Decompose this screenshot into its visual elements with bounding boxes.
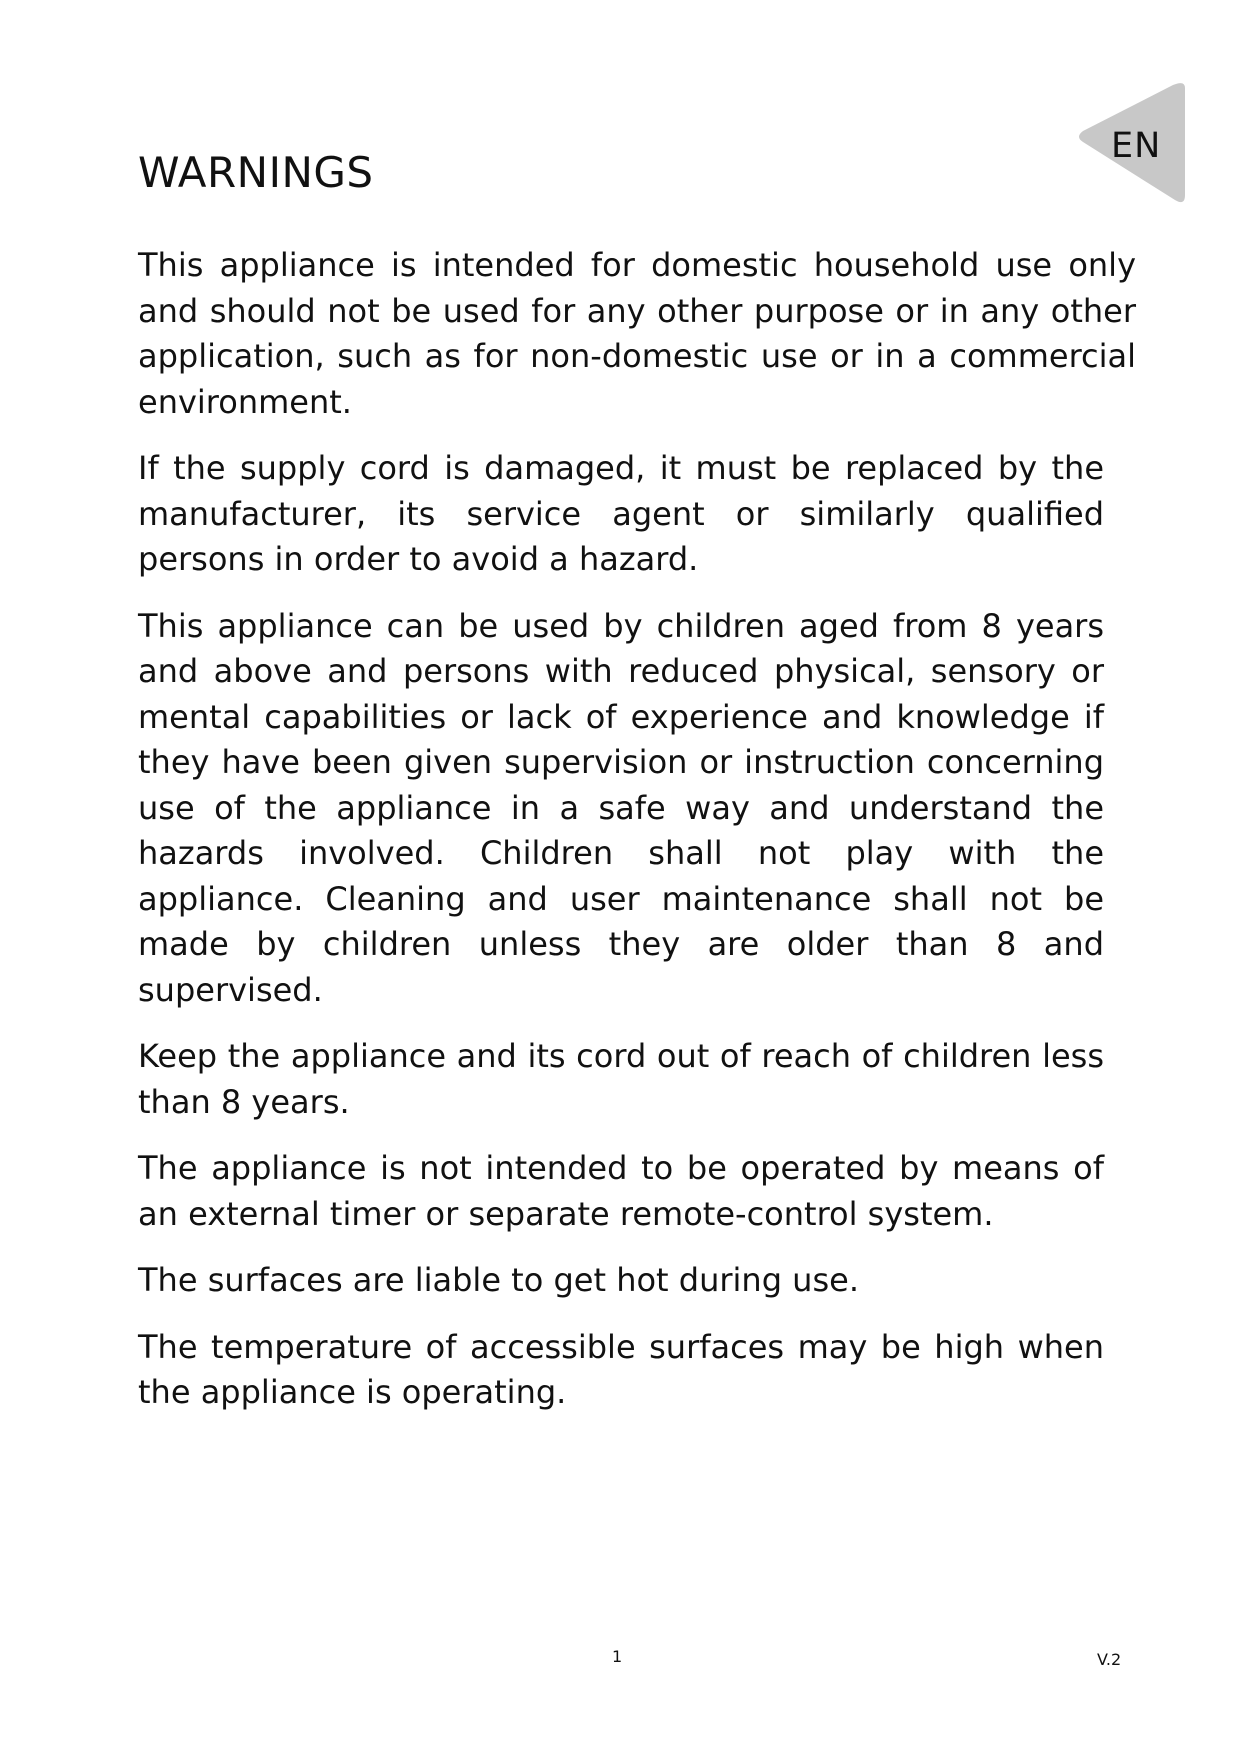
warning-paragraph-keep-out-of-reach: Keep the appliance and its cord out of reach of children less than 8 years. [138,1037,1104,1121]
page-title: WARNINGS [138,148,374,197]
document-version: V.2 [1097,1650,1122,1669]
warning-paragraph-surface-temperature: The temperature of accessible surfaces may be high when the appliance is operating. [138,1327,1104,1411]
warning-paragraph-supply-cord: If the supply cord is damaged, it must be replaced by the manufacturer, its service agent or similarly qualified persons in order to avoid a hazard. [138,449,1104,578]
warning-paragraph-hot-surfaces: The surfaces are liable to get hot during use. [138,1261,859,1299]
warning-paragraph-domestic-use: This appliance is intended for domestic household use only and should not be used for any other purpose or in any other application, such as for non-domestic use or in a commercial environment. [138,246,1136,421]
language-label: EN [1111,126,1162,166]
page-number: 1 [612,1647,623,1666]
warning-paragraph-external-timer: The appliance is not intended to be operated by means of an external timer or separate remote-control system. [138,1149,1104,1233]
warning-paragraph-children-supervision: This appliance can be used by children aged from 8 years and above and persons with reduced physical, sensory or mental capabilities or lack of experience and knowledge if they have been given supervision or instruction concerning use of the appliance in a safe way and understand the hazards involved. Children shall not play with the appliance. Cleaning and user maintenance shall not be made by children unless they are older than 8 and supervised. [138,606,1104,1009]
language-tab [1073,80,1193,210]
warnings-body [138,243,1136,1437]
